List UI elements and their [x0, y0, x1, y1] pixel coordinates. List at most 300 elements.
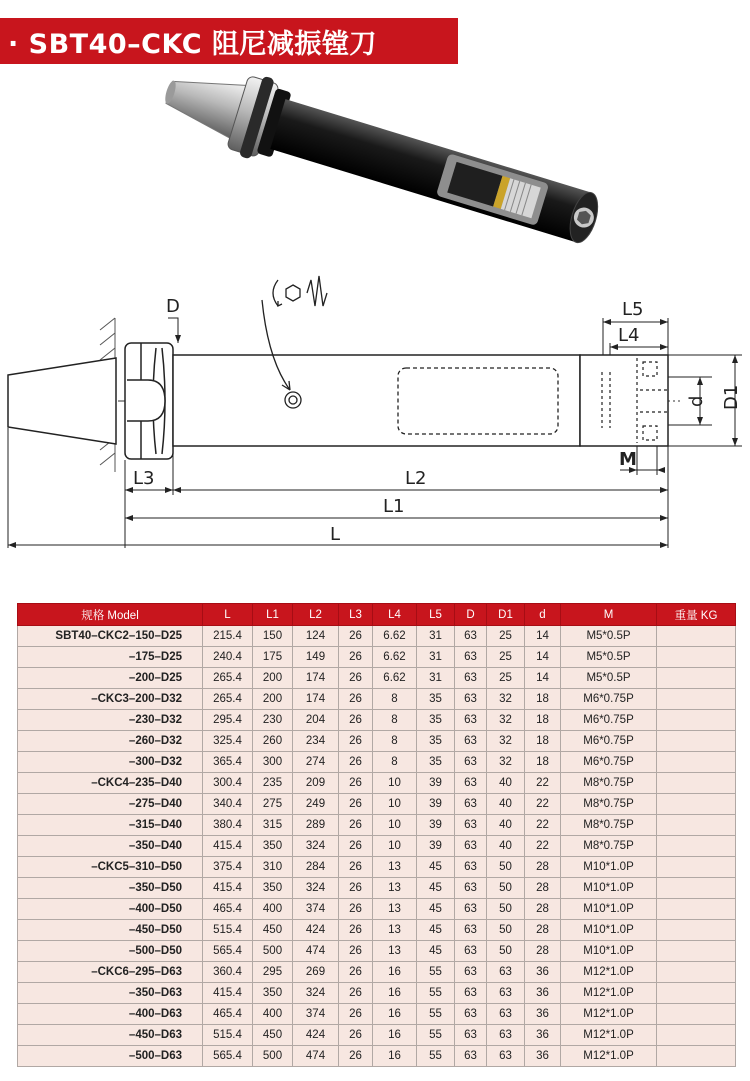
- value-cell: 174: [293, 668, 339, 689]
- value-cell: 63: [455, 1004, 487, 1025]
- value-cell: 300.4: [203, 773, 253, 794]
- model-cell: SBT40–CKC2–150–D25: [18, 626, 203, 647]
- value-cell: 63: [455, 626, 487, 647]
- table-row: [18, 941, 736, 962]
- value-cell: M12*1.0P: [561, 962, 657, 983]
- value-cell: [657, 689, 736, 710]
- value-cell: 424: [293, 920, 339, 941]
- value-cell: 26: [339, 689, 373, 710]
- taper-shank: [8, 358, 116, 444]
- value-cell: 500: [253, 1046, 293, 1067]
- value-cell: 265.4: [203, 668, 253, 689]
- value-cell: 26: [339, 1025, 373, 1046]
- value-cell: 28: [525, 899, 561, 920]
- value-cell: 63: [455, 983, 487, 1004]
- model-cell: –275–D40: [18, 794, 203, 815]
- value-cell: 63: [455, 1046, 487, 1067]
- value-cell: M12*1.0P: [561, 1046, 657, 1067]
- value-cell: 25: [487, 626, 525, 647]
- value-cell: 204: [293, 710, 339, 731]
- value-cell: 63: [455, 962, 487, 983]
- value-cell: 45: [417, 878, 455, 899]
- value-cell: M10*1.0P: [561, 941, 657, 962]
- value-cell: M6*0.75P: [561, 731, 657, 752]
- value-cell: 26: [339, 647, 373, 668]
- table-row: [18, 899, 736, 920]
- model-cell: –500–D50: [18, 941, 203, 962]
- value-cell: 325.4: [203, 731, 253, 752]
- column-header: L5: [417, 604, 455, 626]
- model-cell: –315–D40: [18, 815, 203, 836]
- value-cell: 10: [373, 815, 417, 836]
- table-header-row: [18, 604, 736, 626]
- value-cell: 340.4: [203, 794, 253, 815]
- value-cell: 415.4: [203, 983, 253, 1004]
- value-cell: 374: [293, 1004, 339, 1025]
- value-cell: 26: [339, 836, 373, 857]
- value-cell: [657, 962, 736, 983]
- value-cell: 249: [293, 794, 339, 815]
- value-cell: 269: [293, 962, 339, 983]
- page-title: · SBT40–CKC 阻尼减振镗刀: [8, 28, 377, 60]
- value-cell: 63: [455, 1025, 487, 1046]
- table-row: [18, 773, 736, 794]
- value-cell: 50: [487, 920, 525, 941]
- value-cell: 215.4: [203, 626, 253, 647]
- value-cell: 45: [417, 899, 455, 920]
- model-cell: –350–D40: [18, 836, 203, 857]
- value-cell: [657, 626, 736, 647]
- table-row: [18, 710, 736, 731]
- value-cell: 39: [417, 815, 455, 836]
- value-cell: [657, 878, 736, 899]
- value-cell: 40: [487, 815, 525, 836]
- value-cell: 300: [253, 752, 293, 773]
- column-header: L: [203, 604, 253, 626]
- dim-l-label: L: [330, 524, 341, 545]
- value-cell: 26: [339, 731, 373, 752]
- model-cell: –500–D63: [18, 1046, 203, 1067]
- value-cell: 63: [487, 1046, 525, 1067]
- value-cell: [657, 815, 736, 836]
- value-cell: [657, 794, 736, 815]
- value-cell: 13: [373, 899, 417, 920]
- model-cell: –200–D25: [18, 668, 203, 689]
- value-cell: 63: [455, 794, 487, 815]
- value-cell: 63: [455, 773, 487, 794]
- value-cell: 360.4: [203, 962, 253, 983]
- value-cell: 18: [525, 752, 561, 773]
- value-cell: 450: [253, 1025, 293, 1046]
- value-cell: 32: [487, 752, 525, 773]
- value-cell: 26: [339, 920, 373, 941]
- value-cell: 400: [253, 1004, 293, 1025]
- value-cell: 63: [455, 752, 487, 773]
- value-cell: 8: [373, 752, 417, 773]
- value-cell: M12*1.0P: [561, 1025, 657, 1046]
- value-cell: 26: [339, 1004, 373, 1025]
- dim-m-label: M: [619, 449, 637, 470]
- value-cell: 565.4: [203, 941, 253, 962]
- value-cell: 50: [487, 899, 525, 920]
- value-cell: 39: [417, 773, 455, 794]
- value-cell: 465.4: [203, 1004, 253, 1025]
- dim-d-label: D: [166, 296, 180, 317]
- value-cell: 28: [525, 878, 561, 899]
- value-cell: 515.4: [203, 920, 253, 941]
- dim-small-d-label: d: [686, 395, 707, 407]
- column-header: L4: [373, 604, 417, 626]
- value-cell: 36: [525, 1046, 561, 1067]
- value-cell: M8*0.75P: [561, 815, 657, 836]
- value-cell: 13: [373, 920, 417, 941]
- value-cell: M5*0.5P: [561, 668, 657, 689]
- spec-table: [17, 603, 736, 1067]
- value-cell: 234: [293, 731, 339, 752]
- table-row: [18, 668, 736, 689]
- table-row: [18, 731, 736, 752]
- value-cell: 6.62: [373, 626, 417, 647]
- value-cell: 31: [417, 668, 455, 689]
- model-cell: –300–D32: [18, 752, 203, 773]
- value-cell: 324: [293, 983, 339, 1004]
- value-cell: [657, 710, 736, 731]
- tool-head: [580, 355, 668, 446]
- value-cell: M10*1.0P: [561, 857, 657, 878]
- value-cell: 209: [293, 773, 339, 794]
- value-cell: 18: [525, 689, 561, 710]
- value-cell: 28: [525, 857, 561, 878]
- value-cell: 16: [373, 962, 417, 983]
- value-cell: 25: [487, 647, 525, 668]
- value-cell: M8*0.75P: [561, 773, 657, 794]
- value-cell: 230: [253, 710, 293, 731]
- value-cell: 500: [253, 941, 293, 962]
- value-cell: 13: [373, 857, 417, 878]
- value-cell: 124: [293, 626, 339, 647]
- value-cell: 13: [373, 878, 417, 899]
- value-cell: 22: [525, 815, 561, 836]
- value-cell: 35: [417, 731, 455, 752]
- value-cell: M8*0.75P: [561, 836, 657, 857]
- value-cell: 26: [339, 794, 373, 815]
- value-cell: 350: [253, 983, 293, 1004]
- value-cell: 8: [373, 731, 417, 752]
- value-cell: 240.4: [203, 647, 253, 668]
- value-cell: 474: [293, 1046, 339, 1067]
- model-cell: –450–D63: [18, 1025, 203, 1046]
- spec-table-container: [17, 603, 735, 1067]
- value-cell: [657, 836, 736, 857]
- value-cell: 26: [339, 668, 373, 689]
- value-cell: M6*0.75P: [561, 752, 657, 773]
- value-cell: 350: [253, 878, 293, 899]
- value-cell: 50: [487, 857, 525, 878]
- value-cell: 22: [525, 836, 561, 857]
- value-cell: 16: [373, 1004, 417, 1025]
- dim-l1-label: L1: [383, 496, 405, 517]
- value-cell: [657, 752, 736, 773]
- value-cell: 55: [417, 1025, 455, 1046]
- value-cell: [657, 899, 736, 920]
- table-row: [18, 1004, 736, 1025]
- model-cell: –CKC4–235–D40: [18, 773, 203, 794]
- table-row: [18, 1046, 736, 1067]
- value-cell: 63: [487, 1004, 525, 1025]
- model-cell: –230–D32: [18, 710, 203, 731]
- value-cell: 10: [373, 836, 417, 857]
- value-cell: 14: [525, 626, 561, 647]
- value-cell: 474: [293, 941, 339, 962]
- value-cell: 26: [339, 773, 373, 794]
- value-cell: 22: [525, 794, 561, 815]
- value-cell: 16: [373, 1046, 417, 1067]
- value-cell: 63: [487, 962, 525, 983]
- column-header: 重量 KG: [657, 604, 736, 626]
- table-row: [18, 752, 736, 773]
- value-cell: 424: [293, 1025, 339, 1046]
- value-cell: 36: [525, 1025, 561, 1046]
- model-cell: –350–D63: [18, 983, 203, 1004]
- value-cell: 260: [253, 731, 293, 752]
- value-cell: 284: [293, 857, 339, 878]
- value-cell: 63: [455, 836, 487, 857]
- value-cell: 26: [339, 878, 373, 899]
- table-row: [18, 920, 736, 941]
- table-row: [18, 626, 736, 647]
- value-cell: M12*1.0P: [561, 1004, 657, 1025]
- value-cell: 39: [417, 836, 455, 857]
- value-cell: 22: [525, 773, 561, 794]
- value-cell: 235: [253, 773, 293, 794]
- value-cell: 274: [293, 752, 339, 773]
- value-cell: M10*1.0P: [561, 899, 657, 920]
- value-cell: 10: [373, 773, 417, 794]
- value-cell: 565.4: [203, 1046, 253, 1067]
- value-cell: [657, 983, 736, 1004]
- value-cell: 350: [253, 836, 293, 857]
- value-cell: 40: [487, 794, 525, 815]
- value-cell: 174: [293, 689, 339, 710]
- value-cell: [657, 1046, 736, 1067]
- value-cell: 63: [455, 647, 487, 668]
- model-cell: –CKC5–310–D50: [18, 857, 203, 878]
- dim-d1-label: D1: [721, 384, 742, 410]
- value-cell: 465.4: [203, 899, 253, 920]
- value-cell: 26: [339, 626, 373, 647]
- value-cell: M6*0.75P: [561, 689, 657, 710]
- value-cell: 375.4: [203, 857, 253, 878]
- value-cell: 31: [417, 626, 455, 647]
- value-cell: 63: [455, 857, 487, 878]
- value-cell: 310: [253, 857, 293, 878]
- value-cell: 63: [455, 689, 487, 710]
- column-header: L3: [339, 604, 373, 626]
- value-cell: 450: [253, 920, 293, 941]
- value-cell: [657, 773, 736, 794]
- value-cell: 200: [253, 668, 293, 689]
- table-row: [18, 836, 736, 857]
- column-header: L1: [253, 604, 293, 626]
- value-cell: [657, 668, 736, 689]
- value-cell: 150: [253, 626, 293, 647]
- table-body: [18, 626, 736, 1067]
- value-cell: 63: [455, 815, 487, 836]
- value-cell: 63: [455, 899, 487, 920]
- value-cell: 35: [417, 752, 455, 773]
- value-cell: M12*1.0P: [561, 983, 657, 1004]
- table-row: [18, 857, 736, 878]
- value-cell: 275: [253, 794, 293, 815]
- value-cell: 265.4: [203, 689, 253, 710]
- value-cell: 6.62: [373, 668, 417, 689]
- value-cell: 13: [373, 941, 417, 962]
- value-cell: 55: [417, 1004, 455, 1025]
- value-cell: 8: [373, 689, 417, 710]
- value-cell: 40: [487, 773, 525, 794]
- model-cell: –400–D63: [18, 1004, 203, 1025]
- value-cell: 415.4: [203, 878, 253, 899]
- column-header: L2: [293, 604, 339, 626]
- value-cell: 63: [455, 668, 487, 689]
- value-cell: 26: [339, 752, 373, 773]
- value-cell: 18: [525, 710, 561, 731]
- value-cell: 25: [487, 668, 525, 689]
- value-cell: 365.4: [203, 752, 253, 773]
- value-cell: M5*0.5P: [561, 626, 657, 647]
- value-cell: 16: [373, 1025, 417, 1046]
- value-cell: [657, 941, 736, 962]
- value-cell: 26: [339, 983, 373, 1004]
- value-cell: 63: [455, 878, 487, 899]
- value-cell: 50: [487, 878, 525, 899]
- dim-l3-label: L3: [133, 468, 155, 489]
- value-cell: 26: [339, 857, 373, 878]
- value-cell: M6*0.75P: [561, 710, 657, 731]
- table-row: [18, 962, 736, 983]
- value-cell: M10*1.0P: [561, 878, 657, 899]
- value-cell: 18: [525, 731, 561, 752]
- value-cell: 16: [373, 983, 417, 1004]
- value-cell: 36: [525, 962, 561, 983]
- value-cell: 63: [487, 983, 525, 1004]
- value-cell: 35: [417, 689, 455, 710]
- value-cell: 26: [339, 710, 373, 731]
- value-cell: 26: [339, 815, 373, 836]
- value-cell: 175: [253, 647, 293, 668]
- value-cell: 55: [417, 983, 455, 1004]
- value-cell: 55: [417, 1046, 455, 1067]
- value-cell: 26: [339, 1046, 373, 1067]
- model-cell: –CKC6–295–D63: [18, 962, 203, 983]
- value-cell: 26: [339, 962, 373, 983]
- value-cell: 10: [373, 794, 417, 815]
- model-cell: –450–D50: [18, 920, 203, 941]
- value-cell: 8: [373, 710, 417, 731]
- value-cell: 315: [253, 815, 293, 836]
- value-cell: M5*0.5P: [561, 647, 657, 668]
- value-cell: 515.4: [203, 1025, 253, 1046]
- column-header: D: [455, 604, 487, 626]
- table-row: [18, 878, 736, 899]
- model-cell: –350–D50: [18, 878, 203, 899]
- dim-l4-label: L4: [618, 325, 640, 346]
- dim-l2-label: L2: [405, 468, 427, 489]
- value-cell: 374: [293, 899, 339, 920]
- value-cell: 200: [253, 689, 293, 710]
- value-cell: 6.62: [373, 647, 417, 668]
- value-cell: 400: [253, 899, 293, 920]
- value-cell: 26: [339, 941, 373, 962]
- table-row: [18, 794, 736, 815]
- value-cell: [657, 731, 736, 752]
- value-cell: 45: [417, 857, 455, 878]
- model-cell: –CKC3–200–D32: [18, 689, 203, 710]
- model-cell: –400–D50: [18, 899, 203, 920]
- table-row: [18, 983, 736, 1004]
- value-cell: [657, 1025, 736, 1046]
- value-cell: 63: [455, 920, 487, 941]
- table-row: [18, 1025, 736, 1046]
- value-cell: 32: [487, 731, 525, 752]
- column-header: d: [525, 604, 561, 626]
- dim-l5-label: L5: [622, 299, 644, 320]
- value-cell: 35: [417, 710, 455, 731]
- value-cell: 32: [487, 710, 525, 731]
- value-cell: 31: [417, 647, 455, 668]
- value-cell: 63: [487, 1025, 525, 1046]
- value-cell: 45: [417, 920, 455, 941]
- column-header: M: [561, 604, 657, 626]
- value-cell: 63: [455, 941, 487, 962]
- value-cell: 36: [525, 983, 561, 1004]
- value-cell: 28: [525, 920, 561, 941]
- value-cell: 40: [487, 836, 525, 857]
- value-cell: 39: [417, 794, 455, 815]
- value-cell: 149: [293, 647, 339, 668]
- value-cell: 55: [417, 962, 455, 983]
- value-cell: 14: [525, 647, 561, 668]
- value-cell: 324: [293, 836, 339, 857]
- value-cell: 36: [525, 1004, 561, 1025]
- table-row: [18, 647, 736, 668]
- table-row: [18, 815, 736, 836]
- value-cell: 32: [487, 689, 525, 710]
- value-cell: 289: [293, 815, 339, 836]
- value-cell: [657, 920, 736, 941]
- value-cell: [657, 857, 736, 878]
- value-cell: 63: [455, 710, 487, 731]
- value-cell: [657, 1004, 736, 1025]
- model-cell: –260–D32: [18, 731, 203, 752]
- value-cell: 380.4: [203, 815, 253, 836]
- value-cell: 45: [417, 941, 455, 962]
- column-header: D1: [487, 604, 525, 626]
- value-cell: 295: [253, 962, 293, 983]
- value-cell: 415.4: [203, 836, 253, 857]
- value-cell: 63: [455, 731, 487, 752]
- value-cell: 295.4: [203, 710, 253, 731]
- value-cell: M8*0.75P: [561, 794, 657, 815]
- value-cell: 324: [293, 878, 339, 899]
- value-cell: [657, 647, 736, 668]
- value-cell: 14: [525, 668, 561, 689]
- column-header: 规格 Model: [18, 604, 203, 626]
- value-cell: 50: [487, 941, 525, 962]
- value-cell: M10*1.0P: [561, 920, 657, 941]
- flange: [125, 343, 173, 459]
- value-cell: 28: [525, 941, 561, 962]
